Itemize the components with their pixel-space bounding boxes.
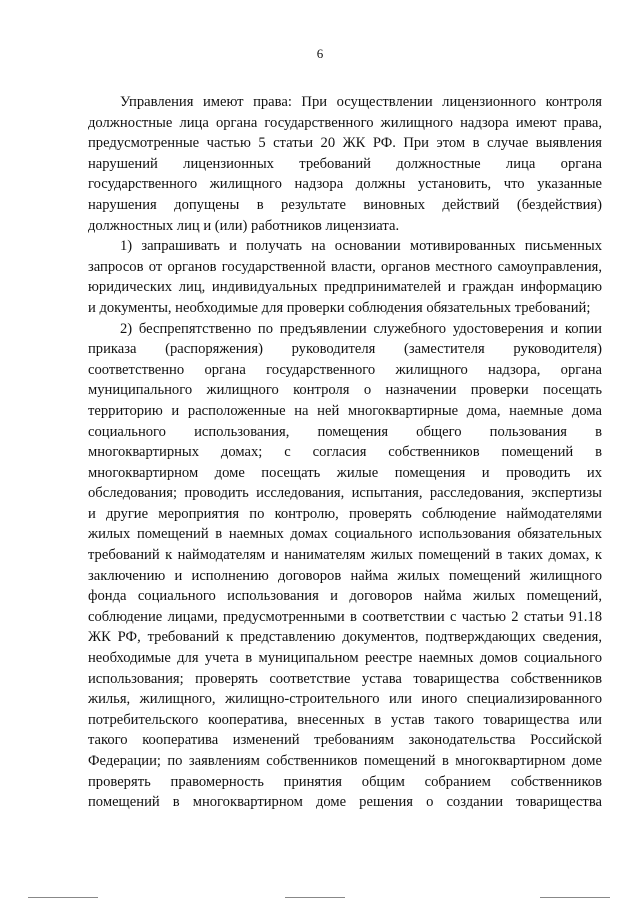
text-line: муниципального жилищного контроля о назначении проверки посещать: [88, 382, 602, 399]
paragraph-item-2: [88, 319, 602, 813]
text-line: социального использования, помещения общего пользования в: [88, 423, 602, 440]
text-line: требований к наймодателям и нанимателям жилых помещений в таких домах, к: [88, 547, 602, 564]
text-line: помещений в многоквартирном доме решения о создании товарищества: [88, 794, 602, 811]
text-line: Федерации; по заявлениям собственников помещений в многоквартирном доме: [88, 753, 602, 769]
text-line: многоквартирном доме посещать жилые помещения и проводить их: [88, 464, 602, 481]
document-body: [88, 92, 602, 813]
text-line: использования; проверять соответствие устава товарищества собственников: [88, 670, 602, 687]
text-line: нарушений лицензионных требований должностные лица органа: [88, 155, 602, 172]
text-line: приказа (распоряжения) руководителя (заместителя руководителя): [88, 341, 602, 358]
paragraph-item-1: [88, 236, 602, 318]
text-line: и документы, необходимые для проверки соблюдения обязательных требований;: [88, 299, 591, 316]
scan-edge-mark: [540, 897, 610, 898]
text-line: такого кооператива изменений требованиям законодательства Российской: [88, 732, 602, 749]
text-line: обследования; проводить исследования, испытания, расследования, экспертизы: [88, 485, 602, 502]
text-line: территорию и расположенные на ней многоквартирные дома, наемные дома: [88, 402, 602, 419]
text-line: соответственно органа государственного жилищного надзора, органа: [88, 361, 602, 378]
text-line: предусмотренные частью 5 статьи 20 ЖК РФ. При этом в случае выявления: [88, 135, 602, 152]
scan-edge-mark: [285, 897, 345, 898]
text-line: 1) запрашивать и получать на основании мотивированных письменных: [120, 238, 602, 255]
text-line: и другие мероприятия по контролю, проверять соблюдение наймодателями: [88, 505, 602, 522]
text-line: необходимые для учета в муниципальном реестре наемных домов социального: [88, 650, 602, 667]
text-line: заключению и исполнению договоров найма жилых помещений жилищного: [88, 567, 602, 584]
scan-edge-mark: [28, 897, 98, 898]
text-line: нарушения допущены в результате виновных действий (бездействия): [88, 196, 602, 213]
text-line: юридических лиц, индивидуальных предпринимателей и граждан информацию: [88, 279, 602, 296]
text-line: ЖК РФ, требований к представлению документов, подтверждающих сведения,: [88, 629, 602, 646]
text-line: запросов от органов государственной власти, органов местного самоуправления,: [88, 258, 602, 275]
text-line: потребительского кооператива, внесенных в устав такого товарищества или: [88, 711, 602, 728]
text-line: должностных лиц и (или) работников лицензиата.: [88, 217, 400, 234]
text-line: многоквартирных домах; с согласия собственников помещений в: [88, 444, 602, 461]
paragraph-rights-intro: [88, 92, 602, 236]
text-line: 2) беспрепятственно по предъявлении служебного удостоверения и копии: [120, 320, 602, 337]
text-line: Управления имеют права: При осуществлении лицензионного контроля: [120, 94, 602, 110]
page-number: 6: [316, 46, 324, 61]
text-line: жилых помещений в наемных домах социального использования обязательных: [88, 526, 602, 543]
text-line: соблюдение лицами, предусмотренными в соответствии с частью 2 статьи 91.18: [88, 608, 602, 625]
text-line: проверять правомерность принятия общим собранием собственников: [88, 773, 602, 790]
text-line: должностные лица органа государственного жилищного надзора имеют права,: [88, 114, 602, 131]
text-line: государственного жилищного надзора должны установить, что указанные: [88, 176, 602, 193]
text-line: фонда социального использования и договоров найма жилых помещений,: [88, 588, 602, 605]
text-line: жилья, жилищного, жилищно-строительного или иного специализированного: [88, 691, 602, 708]
